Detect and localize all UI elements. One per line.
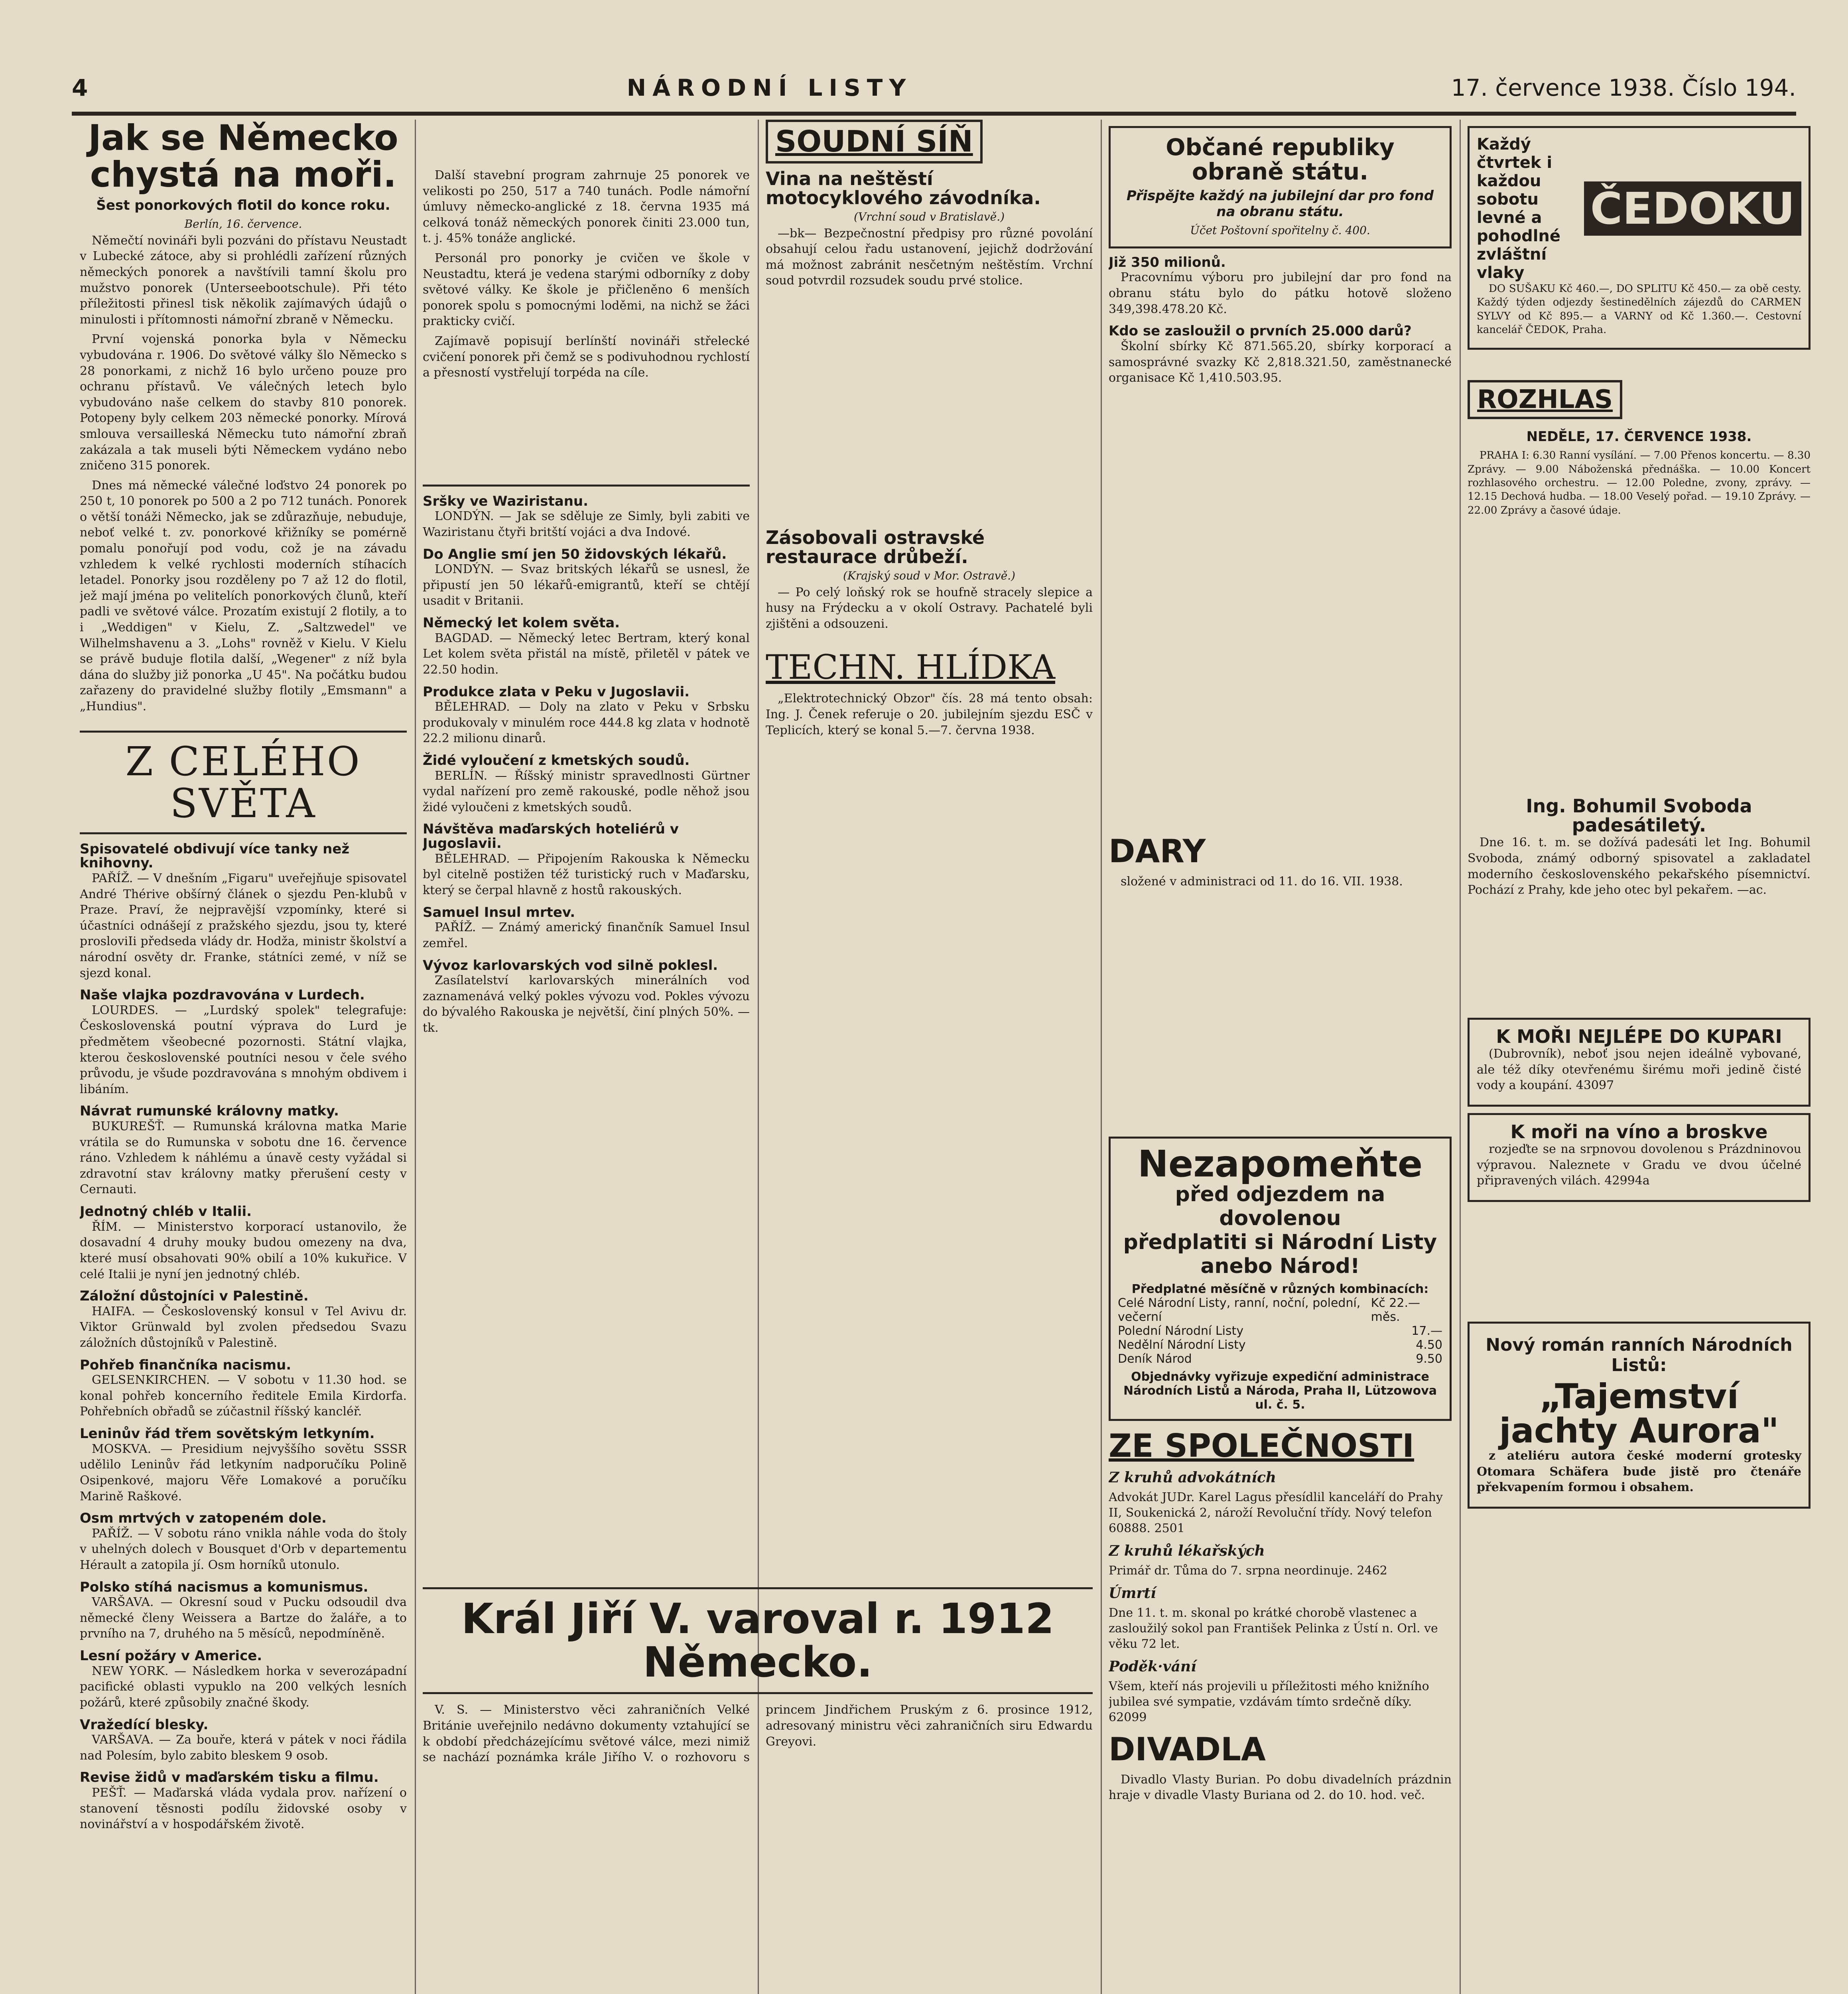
- brief-text: VARŠAVA. — Okresní soud v Pucku odsoudil dva německé členy Weissera a Bartze do žaláře, a to prvního na 7, druhého na 5 měsíců, nepodmíněně.: [80, 1595, 407, 1641]
- brief-text: PAŘÍŽ. — Známý americký finančník Samuel Insul zemřel.: [423, 920, 750, 950]
- obituary-text: Dne 16. t. m. se dožívá padesáti let Ing. Bohumil Svoboda, známý odborný spisovatel a zakladatel moderního československého pekařského písemnictví. Pochází z Prahy, kde jeho otec byl pekařem. —ac.: [1468, 835, 1811, 897]
- society-notice: [1109, 1584, 1452, 1652]
- novel-title: „Tajemství jachty Aurora": [1499, 1376, 1779, 1451]
- dary-title: DARY: [1109, 832, 1206, 870]
- kupari-text: (Dubrovník), neboť jsou nejen ideálně vybované, ale též díky otevřenému širému moři jedině čisté vody a koupání. 43097: [1477, 1047, 1801, 1093]
- brief-headline: Do Anglie smí jen 50 židovských lékařů.: [423, 546, 727, 562]
- brief-headline: Pohřeb finančníka nacismu.: [80, 1357, 292, 1373]
- brief: [423, 616, 750, 678]
- brief-text: Zasílatelství karlovarských minerálních vod zaznamenává velký pokles vývozu vod. Pokles vývozu do bývalého Rakouska je největší, činí plných 50%. —tk.: [423, 973, 750, 1035]
- brief-headline: Návštěva maďarských hoteliérů v Jugoslavii.: [423, 821, 679, 852]
- court-text: — Po celý loňský rok se houfně stracely slepice a husy na Frýdecku a v okolí Ostravy. Pachatelé byli zjištěni a odsouzeni.: [766, 585, 1093, 631]
- column-1: [80, 120, 407, 1994]
- society-title: ZE SPOLEČNOSTI: [1109, 1427, 1415, 1465]
- notice-text: Primář dr. Tůma do 7. srpna neordinuje. 2462: [1109, 1563, 1387, 1578]
- obituary-headline: Ing. Bohumil Svoboda padesátiletý.: [1526, 795, 1752, 836]
- cedok-text: DO SUŠAKU Kč 460.—, DO SPLITU Kč 450.— za obě cesty. Každý týden odjezdy šestinedělních zájezdů do CARMEN SYLVY od Kč 895.— a VARNY od Kč 1.360.—. Cestovní kancelář ČEDOK, Praha.: [1477, 283, 1801, 336]
- page-number: 4: [72, 74, 88, 101]
- cedok-ad: [1468, 126, 1811, 350]
- article-paragraph: Zajímavě popisují berlínští novináři střelecké cvičení ponorek při čemž se s podivuhodnou rychlostí a přesností vystřelují torpéda na cíle.: [423, 334, 750, 380]
- fund-heading: Kdo se zasloužil o prvních 25.000 darů?: [1109, 323, 1412, 339]
- notice-heading: Z kruhů advokátních: [1109, 1469, 1277, 1486]
- brief: [80, 1718, 407, 1764]
- brief: [80, 988, 407, 1097]
- brief-headline: Naše vlajka pozdravována v Lurdech.: [80, 987, 365, 1003]
- section-title-court: SOUDNÍ SÍŇ: [766, 120, 983, 164]
- divider: [80, 731, 407, 733]
- defense-fund-headline: Občané republiky obraně státu.: [1166, 134, 1395, 185]
- society-notice: [1109, 1657, 1452, 1725]
- brief: [80, 1289, 407, 1351]
- price-value: 9.50: [1416, 1352, 1442, 1366]
- society-notice: [1109, 1542, 1452, 1578]
- section-title-tech: TECHN. HLÍDKA: [766, 648, 1055, 687]
- spacer: [423, 120, 750, 167]
- article-paragraph: Personál pro ponorky je cvičen ve škole v Neustadtu, která je vedena starými odborníky z doby světové války. Ke škole je přičleněno 6 menších ponorek spolu s pomocnými loděmi, na nichž se žáci prakticky cvičí.: [423, 251, 750, 329]
- brief-text: BUKUREŠŤ. — Rumunská královna matka Marie vrátila se do Rumunska v sobotu dne 16. července ráno. Vzhledem k náhlému a únavě cesty vyžádal si zdravotní stav královny matky přerušení cesty v Cernauti.: [80, 1119, 407, 1197]
- price-value: 4.50: [1416, 1338, 1442, 1352]
- wine-ad: [1468, 1113, 1811, 1202]
- subscription-ad: [1109, 1137, 1452, 1421]
- brief: [80, 842, 407, 981]
- brief: [423, 906, 750, 952]
- price-row: [1118, 1324, 1442, 1338]
- issue-date: 17. července 1938. Číslo 194.: [1451, 74, 1796, 101]
- column-rule: [1101, 120, 1102, 1994]
- brief: [80, 1580, 407, 1642]
- brief-text: BĚLEHRAD. — Doly na zlato v Peku v Srbsku produkovaly v minulém roce 444.8 kg zlata v hodnotě 22.2 milionu dinarů.: [423, 700, 750, 746]
- brief-text: LONDÝN. — Svaz britských lékařů se usnesl, že připustí jen 50 lékařů-emigrantů, kteří se chtějí usadit v Britanii.: [423, 562, 750, 608]
- brief-headline: Vývoz karlovarských vod silně poklesl.: [423, 957, 718, 973]
- notice-text: Advokát JUDr. Karel Lagus přesídlil kanceláří do Prahy II, Soukenická 2, nároží Revoluční třídy. Nový telefon 60888. 2501: [1109, 1490, 1443, 1536]
- article-navy: [80, 120, 407, 715]
- ad-line-3: předplatiti si Národní Listy: [1123, 1230, 1437, 1255]
- novel-text: z ateliéru autora české moderní grotesky Otomara Schäfera bude jistě pro čtenáře překvapením formou i obsahem.: [1477, 1448, 1801, 1495]
- brief: [80, 1205, 407, 1282]
- brief-headline: Záložní důstojníci v Palestině.: [80, 1288, 309, 1304]
- article-subtitle: Šest ponorkových flotil do konce roku.: [96, 197, 390, 213]
- cedok-logo: ČEDOKU: [1584, 181, 1801, 236]
- section-title: Z CELÉHO SVĚTA: [125, 738, 361, 827]
- ad-footer: Objednávky vyřizuje expediční administrace Národních Listů a Národa, Praha II, Lützowova ul. č. 5.: [1123, 1370, 1437, 1412]
- divider: [80, 832, 407, 834]
- king-george-article: [423, 1579, 1093, 1994]
- notice-heading: Úmrtí: [1109, 1584, 1156, 1602]
- brief-headline: Židé vyloučení z kmetských soudů.: [423, 753, 690, 768]
- radio-date: NEDĚLE, 17. ČERVENCE 1938.: [1526, 429, 1752, 445]
- brief-headline: Samuel Insul mrtev.: [423, 904, 575, 920]
- brief-headline: Lesní požáry v Americe.: [80, 1648, 262, 1664]
- brief-text: LOURDES. — „Lurdský spolek" telegrafuje: Československá poutní výprava do Lurd je předmětem všeobecné pozornosti. Státní vlajka, kterou československé poutníci nesou v čele svého průvodu, je všude pozdravována s mnohým obdivem i libáním.: [80, 1003, 407, 1096]
- fund-heading: Již 350 milionů.: [1109, 254, 1226, 270]
- defense-fund-subtitle: Přispějte každý na jubilejní dar pro fond na obranu státu.: [1126, 187, 1434, 220]
- brief-headline: Revise židů v maďarském tisku a filmu.: [80, 1769, 379, 1786]
- divider: [423, 485, 750, 487]
- kupari-headline: K MOŘI NEJLÉPE DO KUPARI: [1496, 1025, 1782, 1047]
- defense-fund-account: Účet Poštovní spořitelny č. 400.: [1190, 223, 1370, 237]
- brief-text: ŘÍM. — Ministerstvo korporací ustanovilo, že dosavadní 4 druhy mouky budou omezeny na dva, které musí obsahovati 90% obilí a 10% kukuřice. V celé Italii je nyní jen jednotný chléb.: [80, 1220, 407, 1281]
- brief-text: BĚLEHRAD. — Připojením Rakouska k Německu byl citelně postižen též turistický ruch v Maďarsku, který se čerpal hlavně z hostů rakouských.: [423, 851, 750, 898]
- court-subtitle: (Krajský soud v Mor. Ostravě.): [843, 569, 1015, 582]
- brief: [80, 1511, 407, 1573]
- price-row: [1118, 1338, 1442, 1352]
- brief-headline: Osm mrtvých v zatopeném dole.: [80, 1510, 327, 1527]
- brief: [80, 1427, 407, 1504]
- brief-text: PAŘÍŽ. — V sobotu ráno vnikla náhle voda do štoly v uhelných dolech v Bousquet d'Orb v departementu Hérault a zatopila jí. Osm horníků utonulo.: [80, 1526, 407, 1572]
- article-paragraph: Němečtí novináři byli pozváni do přístavu Neustadt v Lubecké zátoce, aby si prohlédli zařízení různých německých ponorek a navštívili tamní školu pro mužstvo ponorek (Unterseebootschule). Při této příležitosti přinesl tisk několik zajímavých údajů o minulosti i přítomnosti námořní zbraně v Německu.: [80, 233, 407, 327]
- brief: [80, 1771, 407, 1832]
- price-label: Nedělní Národní Listy: [1118, 1338, 1246, 1352]
- brief-text: PAŘÍŽ. — V dnešním „Figaru" uveřejňuje spisovatel André Thérive obšírný článek o sjezdu Pen-klubů v Praze. Praví, že nejpravější vzpomínky, které si účastníci odnášejí z pražského sjezdu, jsou ty, které prosloviIi předseda vlády dr. Hodža, ministr školství a národní osvěty dr. Franke, státníci zemé, v níž se sjezd konal.: [80, 871, 407, 980]
- price-label: Deník Národ: [1118, 1352, 1192, 1366]
- king-george-headline: Král Jiří V. varoval r. 1912 Německo.: [461, 1594, 1054, 1687]
- king-george-text: V. S. — Ministerstvo věci zahraničních Velké Británie uveřejnilo nedávno dokumenty vztahující se k období předcházejícímu světové válce, mezi nimiž se nachází poznámka krále Jiřího V. o rozhovoru s princem Jindřichem Pruským z 6. prosince 1912, adresovaný ministru věci zahraničních siru Edwardu Greyovi.: [423, 1703, 1093, 1765]
- dary-section: [1109, 833, 1452, 890]
- column-5: [1468, 120, 1811, 1994]
- brief: [80, 1649, 407, 1710]
- brief: [423, 754, 750, 815]
- brief-headline: Leninův řád třem sovětským letkyním.: [80, 1426, 375, 1442]
- masthead: [72, 64, 1796, 116]
- court-headline: Zásobovali ostravské restaurace drůbeží.: [766, 526, 985, 568]
- brief: [423, 495, 750, 540]
- article-headline: Jak se Německo chystá na moři.: [88, 120, 398, 195]
- ad-prices-title: Předplatné měsíčně v různých kombinacích:: [1131, 1282, 1429, 1296]
- divider: [423, 1692, 1093, 1694]
- notice-heading: Poděk·vání: [1109, 1658, 1196, 1675]
- society-notice: [1109, 1468, 1452, 1536]
- brief-headline: Jednotný chléb v Italii.: [80, 1204, 252, 1220]
- court-article: [766, 169, 1093, 289]
- brief-headline: Sršky ve Waziristanu.: [423, 493, 589, 509]
- notice-text: Dne 11. t. m. skonal po krátké chorobě vlastenec a zasloužilý sokol pan František Pelinka z Ústí n. Orl. ve věku 72 let.: [1109, 1606, 1438, 1651]
- brief-headline: Vražedící blesky.: [80, 1716, 209, 1733]
- theatre-title: DIVADLA: [1109, 1730, 1266, 1768]
- brief-text: HAIFA. — Československý konsul v Tel Avivu dr. Viktor Grünwald byl zvolen předsedou Svazu záložních důstojníků v Palestině.: [80, 1304, 407, 1350]
- radio-title: ROZHLAS: [1468, 380, 1622, 419]
- brief: [423, 959, 750, 1036]
- price-value: Kč 22.— měs.: [1371, 1296, 1420, 1324]
- brief: [80, 1104, 407, 1198]
- column-rule: [415, 120, 416, 1994]
- brief-text: BERLÍN. — Říšský ministr spravedlnosti Gürtner vydal nařízení pro země rakouské, podle něhož jsou židé vyloučeni z kmetských soudů.: [423, 768, 750, 814]
- brief-headline: Návrat rumunské královny matky.: [80, 1103, 339, 1119]
- brief-headline: Polsko stíhá nacismus a komunismus.: [80, 1579, 368, 1595]
- brief-text: PEŠŤ. — Maďarská vláda vydala prov. nařízení o stanovení těsnosti podílu židovské osoby v novinářství a v hospodářském životě.: [80, 1786, 407, 1832]
- defense-fund-box: [1109, 126, 1452, 248]
- brief-headline: Produkce zlata v Peku v Jugoslavii.: [423, 684, 690, 700]
- notice-heading: Z kruhů lékařských: [1109, 1543, 1265, 1560]
- brief-text: LONDÝN. — Jak se sděluje ze Simly, byli zabiti ve Waziristanu čtyři britští vojáci a dva Indové.: [423, 509, 750, 539]
- novel-ad: [1468, 1322, 1811, 1509]
- fund-text: Školní sbírky Kč 871.565.20, sbírky korporací a samosprávné svazky Kč 2,818.321.50, zaměstnanecké organisace Kč 1,410.503.95.: [1109, 339, 1452, 385]
- divider: [423, 1587, 1093, 1589]
- radio-text: PRAHA I: 6.30 Ranní vysílání. — 7.00 Přenos koncertu. — 8.30 Zprávy. — 9.00 Náboženská přednáška. — 10.00 Koncert rozhlasového orchestru. — 12.00 Poledne, zvony, zprávy. — 12.15 Dechová hudba. — 18.00 Veselý pořad. — 19.10 Zprávy. — 22.00 Zprávy a časové údaje.: [1468, 449, 1811, 516]
- court-text: —bk— Bezpečnostní předpisy pro různé povolání obsahují celou řadu ustanovení, jejichž dodržování má možnost zabránit nesčetným neštěstím. Vrchní soud potvrdil rozsudek soudu prvé stolice.: [766, 226, 1093, 288]
- ad-line-1: Nezapomeňte: [1137, 1143, 1423, 1186]
- article-paragraph: První vojenská ponorka byla v Německu vybudována r. 1906. Do světové války šlo Německo s 28 ponorkami, z nichž 16 bylo určeno pouze pro ochranu přístavů. Ve válečných letech bylo vybudováno naše celkem do stavby 810 ponorek. Potopeny byly celkem 203 německé ponorky. Mírová smlouva versailleská Německu tuto námořní zbraň zakázala a tak museli býti Německem vydáno nebo zničeno 315 ponorek.: [80, 332, 407, 473]
- wine-headline: K moři na víno a broskve: [1510, 1121, 1768, 1143]
- court-subtitle: (Vrchní soud v Bratislavě.): [853, 210, 1005, 223]
- obituary-article: [1468, 796, 1811, 898]
- cedok-headline: Každý čtvrtek i každou sobotu levné a pohodlné zvláštní vlaky: [1477, 135, 1561, 282]
- wine-text: rozjeďte se na srpnovou dovolenou s Prázdninovou výpravou. Naleznete v Gradu ve dvou účelné připravených vilách. 42994a: [1477, 1142, 1801, 1188]
- price-value: 17.—: [1411, 1324, 1442, 1338]
- theatre-text: Divadlo Vlasty Burian. Po dobu divadelních prázdnin hraje v divadle Vlasty Buriana od 2. do 10. hod. več.: [1109, 1772, 1452, 1803]
- article-paragraph: Další stavební program zahrnuje 25 ponorek ve velikosti po 250, 517 a 740 tunách. Podle námořní úmluvy německo-anglické z 18. června 1935 má celková tonáž německých ponorek činiti 23.000 tun, t. j. 45% tonáže anglické.: [423, 168, 750, 246]
- brief: [80, 1358, 407, 1420]
- brief: [423, 822, 750, 898]
- tech-text: „Elektrotechnický Obzor" čís. 28 má tento obsah: Ing. J. Čenek referuje o 20. jubilejním sjezdu ESČ v Teplicích, který se konal 5.—7. června 1938.: [766, 692, 1093, 737]
- brief-text: NEW YORK. — Následkem horka v severozápadní pacifické oblasti vypuklo na 200 velkých lesních požárů, které způsobily značné škody.: [80, 1664, 407, 1710]
- kupari-ad: [1468, 1018, 1811, 1107]
- column-rule: [1460, 120, 1461, 1994]
- court-article: [766, 528, 1093, 632]
- price-label: Celé Národní Listy, ranní, noční, polední, večerní: [1118, 1296, 1361, 1324]
- newspaper-title: NÁRODNÍ LISTY: [627, 74, 912, 101]
- brief-headline: Spisovatelé obdivují více tanky než knihovny.: [80, 841, 350, 871]
- brief-text: GELSENKIRCHEN. — V sobotu v 11.30 hod. se konal pohřeb koncerního ředitele Emila Kirdorfa. Pohřebních obřadů se zúčastnil říšský kancléř.: [80, 1373, 407, 1419]
- price-row: [1118, 1296, 1442, 1324]
- novel-lead: Nový román ranních Národních Listů:: [1485, 1334, 1793, 1375]
- cedok-header: [1477, 135, 1801, 282]
- brief-text: VARŠAVA. — Za bouře, která v pátek v noci řádila nad Polesím, bylo zabito bleskem 9 osob.: [80, 1733, 407, 1763]
- fund-text: Pracovnímu výboru pro jubilejní dar pro fond na obranu státu bylo do pátku hotově složeno 349,398.478.20 Kč.: [1109, 270, 1452, 316]
- notice-text: Všem, kteří nás projevili u příležitosti mého knižního jubilea své sympatie, vzdávám tímto srdečně díky. 62099: [1109, 1679, 1429, 1724]
- ad-line-4: anebo Národ!: [1200, 1254, 1360, 1279]
- article-dateline: Berlín, 16. července.: [184, 217, 302, 231]
- brief-headline: Německý let kolem světa.: [423, 615, 620, 631]
- court-headline: Vina na neštěstí motocyklového závodníka.: [766, 168, 1041, 209]
- brief-text: BAGDAD. — Německý letec Bertram, který konal Let kolem světa přistál na místě, přiletěl v pátek ve 22.50 hodin.: [423, 631, 750, 677]
- dary-text: složené v administraci od 11. do 16. VII. 1938.: [1121, 874, 1403, 889]
- ad-line-2: před odjezdem na dovolenou: [1175, 1182, 1385, 1231]
- column-4: [1109, 120, 1452, 1994]
- brief: [423, 548, 750, 609]
- price-row: [1118, 1352, 1442, 1366]
- brief-text: MOSKVA. — Presidium nejvyššího sovětu SSSR udělilo Leninův řád letkyním nadporučíku Polině Osipenkové, majoru Věře Lomakové a poručíku Marině Raškové.: [80, 1442, 407, 1503]
- article-paragraph: Dnes má německé válečné loďstvo 24 ponorek po 250 t, 10 ponorek po 500 a 2 po 712 tunách. Ponorek o větší tonáži Německo, jak se zdůrazňuje, nebuduje, neboť velké t. zv. ponorkové křižníky se pomérně pomalu ponořují pod vodu, což je na závadu vzhledem k velké rychlosti moderních stíhacích letadel. Ponorky jsou rozděleny po 7 až 12 do flotil, jež mají jména po velitelích ponorkových člunů, kteří padli ve světové válce. Prozatím existují 2 flotily, a to i „Weddigen" v Kielu, Z. „Saltzwedel" ve Wilhelmshavenu a 3. „Lohs" rovněž v Kielu. V Kielu se právě buduje flotila další, „Wegener" z níž byla dána do služby již ponorka „U 45". Na počátku budou zařazeny do pravidelné služby flotily „Emsmann" a „Hundius".: [80, 478, 407, 713]
- brief: [423, 685, 750, 747]
- price-label: Polední Národní Listy: [1118, 1324, 1244, 1338]
